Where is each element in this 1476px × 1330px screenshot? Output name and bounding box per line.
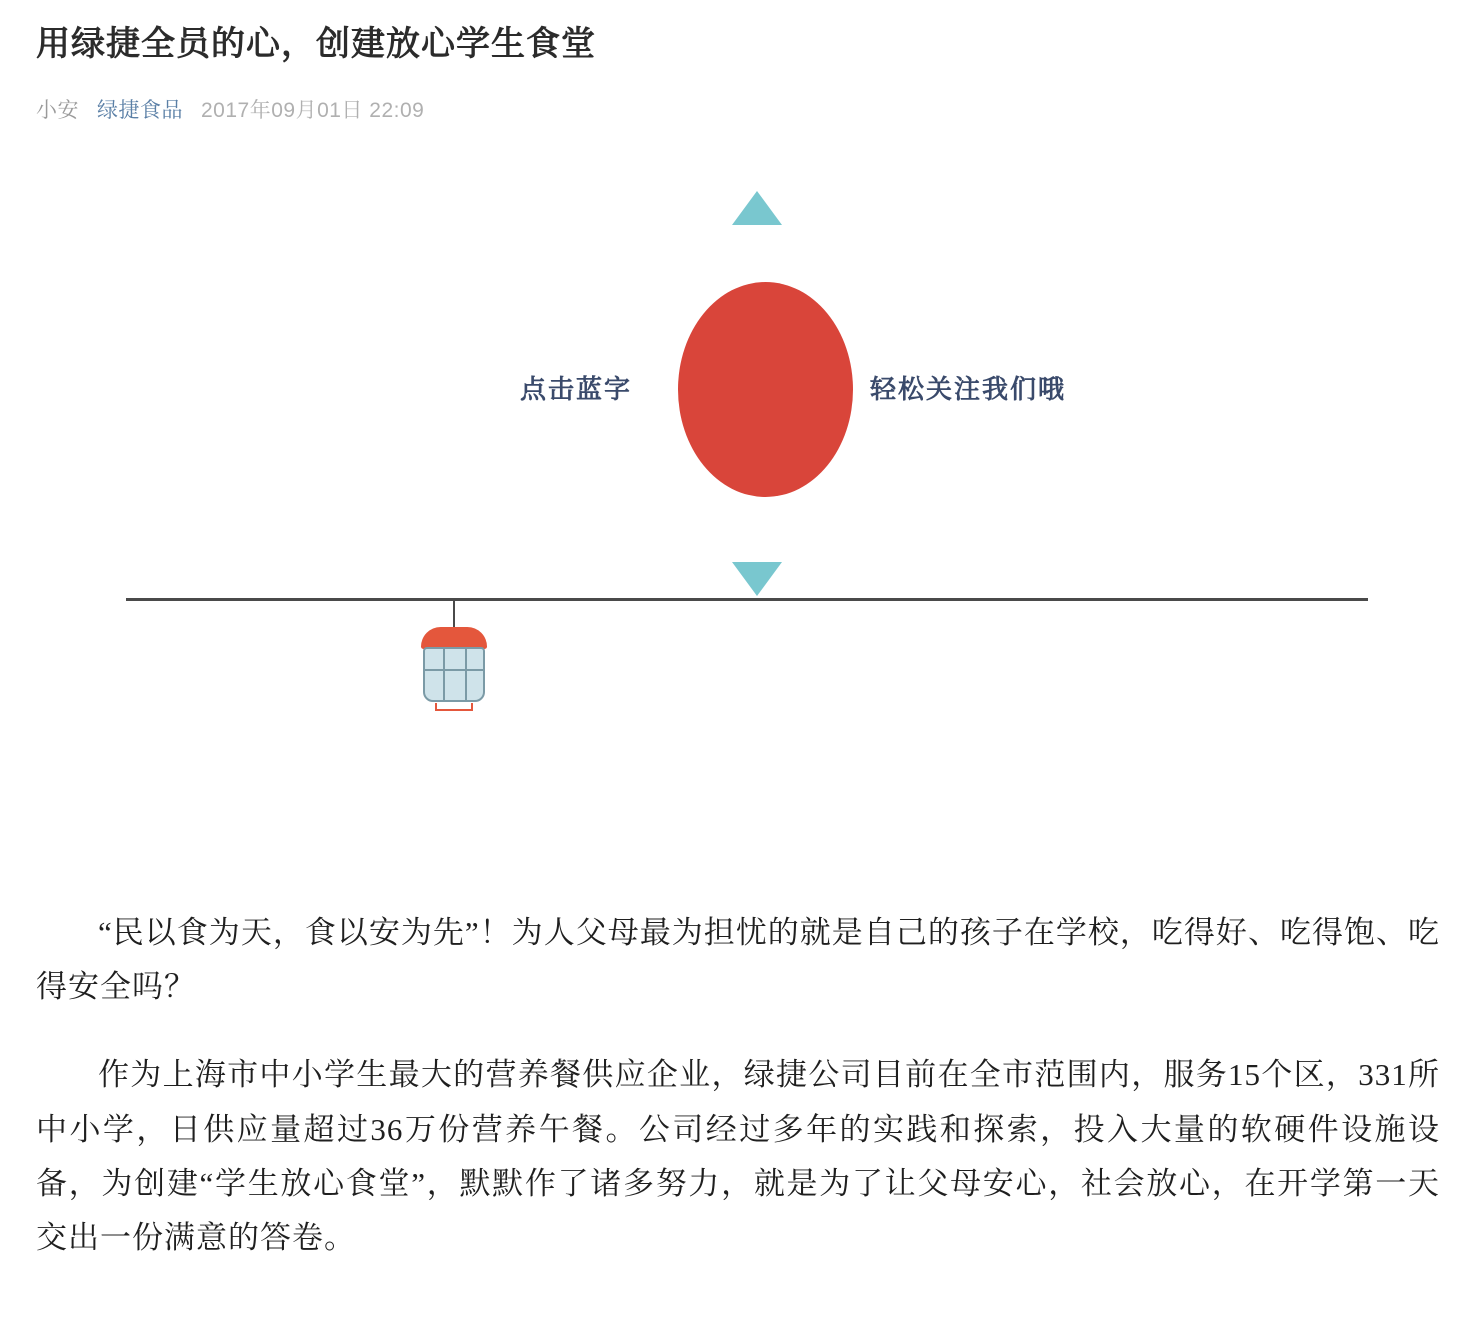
article-page xyxy=(0,22,1476,1265)
meta-timestamp: 2017年09月01日 22:09 xyxy=(201,98,425,122)
paragraph: 作为上海市中小学生最大的营养餐供应企业，绿捷公司目前在全市范围内，服务15个区，331所中小学，日供应量超过36万份营养午餐。公司经过多年的实践和探索，投入大量的软硬件设施设备，为创建“学生放心食堂”，默默作了诸多努力，就是为了让父母安心，社会放心，在开学第一天交出一份满意的答卷。 xyxy=(36,1057,1440,1256)
triangle-down-icon xyxy=(732,562,782,596)
meta-account-link[interactable]: 绿捷食品 xyxy=(97,98,183,122)
page-title: 用绿捷全员的心，创建放心学生食堂 xyxy=(36,25,596,63)
cable-car-base xyxy=(435,703,473,711)
triangle-up-icon xyxy=(732,191,782,225)
cable-car-body xyxy=(423,647,485,702)
banner-inner xyxy=(90,164,1386,864)
cable-car-window-divider xyxy=(423,669,485,671)
meta-author: 小安 xyxy=(36,98,79,122)
cable-car-icon xyxy=(417,627,491,717)
cable-car-roof xyxy=(421,627,487,649)
banner-left-text: 点击蓝字 xyxy=(520,373,633,404)
banner-illustration xyxy=(36,164,1440,864)
cable-line xyxy=(126,598,1368,601)
red-circle-shape xyxy=(678,282,853,497)
paragraph: “民以食为天，食以安为先”！为人父母最为担忧的就是自己的孩子在学校，吃得好、吃得饱、吃得安全吗？ xyxy=(36,914,1440,1005)
article-body xyxy=(36,906,1440,1266)
article-meta xyxy=(36,94,1440,124)
banner-right-text: 轻松关注我们哦 xyxy=(870,373,1067,404)
